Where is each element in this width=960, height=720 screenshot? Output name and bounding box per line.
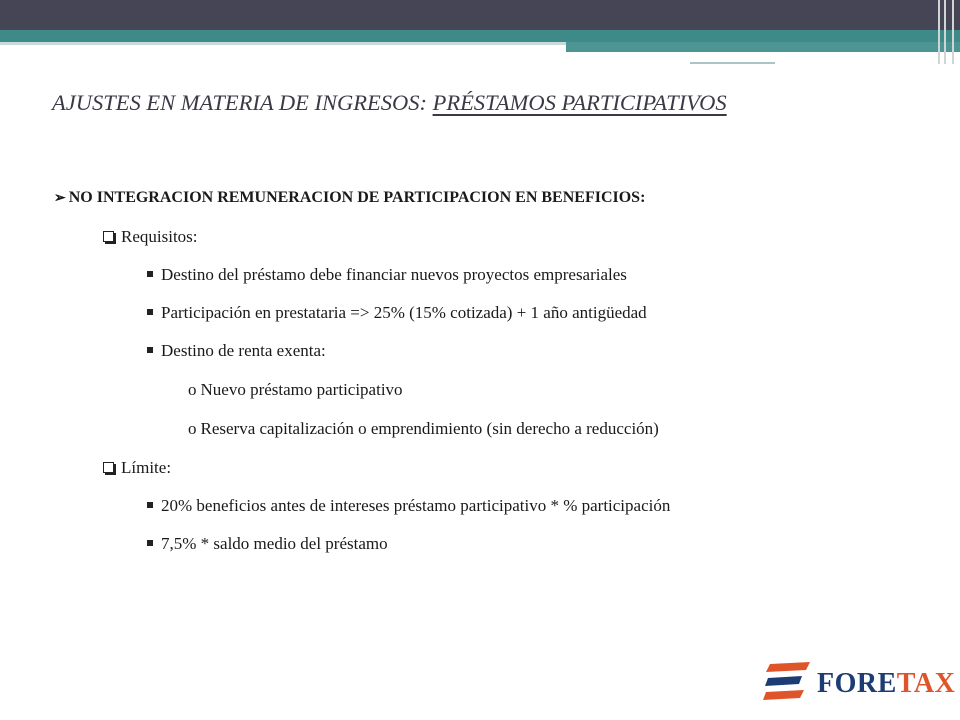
foretax-logo-text [817,668,955,700]
foretax-logo-icon [762,660,814,704]
requisitos-label: Requisitos: [121,227,198,246]
list-item-limite [103,458,171,478]
list-subitem [188,380,403,400]
checkbox-bullet-icon [103,462,114,473]
square-bullet-icon [147,540,153,546]
requisito-text: Participación en prestataria => 25% (15% cotizada) + 1 año antigüedad [161,303,647,322]
arrow-bullet-icon: ➢ [54,191,66,206]
list-subitem [188,419,659,439]
section-heading-text: NO INTEGRACION REMUNERACION DE PARTICIPACION EN BENEFICIOS: [68,189,646,206]
square-bullet-icon [147,309,153,315]
list-item [147,496,670,516]
slide-title [52,90,727,116]
slide-title-text: AJUSTES EN MATERIA DE INGRESOS: [52,90,433,115]
header-teal-band [0,30,960,42]
square-bullet-icon [147,347,153,353]
circle-bullet-icon: o [188,419,197,438]
requisito-text: Destino del préstamo debe financiar nuevos proyectos empresariales [161,265,627,284]
section-heading [54,188,645,209]
header-bar [0,0,960,30]
subitem-text: Nuevo préstamo participativo [200,380,403,399]
limite-label: Límite: [121,458,172,477]
square-bullet-icon [147,502,153,508]
list-item [147,303,647,323]
foretax-logo [762,660,956,704]
logo-text-part1: FORE [817,668,897,699]
header-corner-rules [934,0,960,64]
list-item-requisitos [103,227,198,247]
list-item [147,265,627,285]
limite-text: 20% beneficios antes de intereses préstamo participativo * % participación [161,496,671,515]
header-stripe-accent [566,42,960,52]
checkbox-bullet-icon [103,231,114,242]
logo-text-part2: TAX [896,668,956,699]
slide-title-underlined: PRÉSTAMOS PARTICIPATIVOS [432,90,727,115]
requisito-text: Destino de renta exenta: [161,341,326,360]
limite-text: 7,5% * saldo medio del préstamo [161,534,388,553]
square-bullet-icon [147,271,153,277]
header-stripe-thin [690,62,775,64]
list-item [147,534,388,554]
subitem-text: Reserva capitalización o emprendimiento (sin derecho a reducción) [200,419,659,438]
circle-bullet-icon: o [188,380,197,399]
list-item [147,341,326,361]
header-stripe-white [566,52,886,55]
